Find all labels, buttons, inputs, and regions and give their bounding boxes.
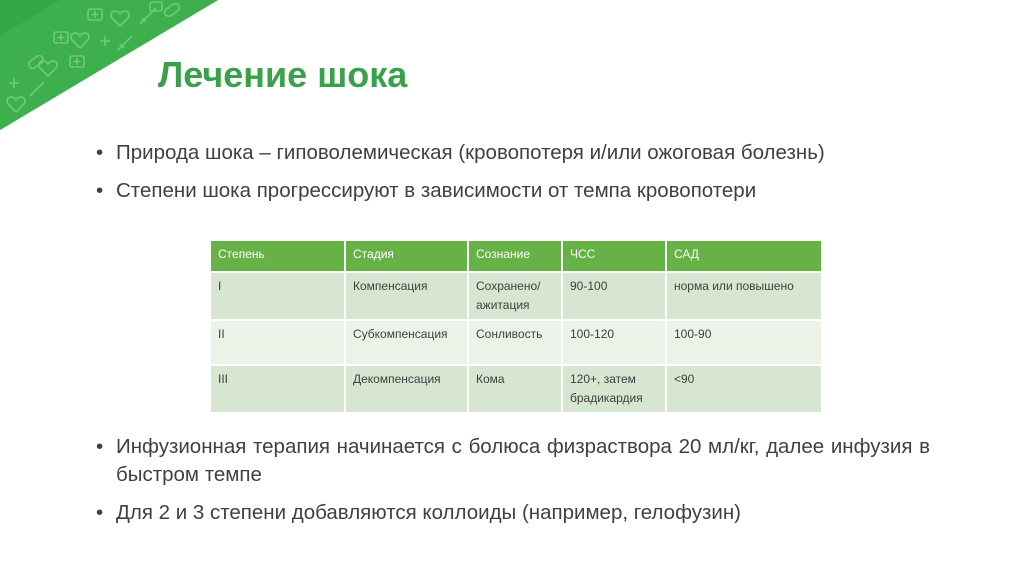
table-row	[210, 272, 822, 320]
table-cell: II	[210, 320, 345, 365]
bullet-list-bottom	[96, 433, 930, 527]
bullet-colloids: • Для 2 и 3 степени добавляются коллоиды (например, гелофузин)	[96, 499, 930, 527]
table-cell: Компенсация	[345, 272, 468, 320]
bullet-list-top	[96, 139, 930, 205]
table-cell: III	[210, 365, 345, 413]
table-cell: 90-100	[562, 272, 666, 320]
header-consciousness: Сознание	[468, 240, 562, 272]
table-cell: Декомпенсация	[345, 365, 468, 413]
bullet-infusion-therapy: • Инфузионная терапия начинается с болюса физраствора 20 мл/кг, далее инфузия в быстром темпе	[96, 433, 930, 489]
bullet-shock-degrees: • Степени шока прогрессируют в зависимости от темпа кровопотери	[96, 177, 930, 205]
shock-degrees-table	[209, 239, 823, 414]
slide-title: Лечение шока	[158, 54, 408, 95]
table-cell: Сохранено/ ажитация	[468, 272, 562, 320]
table-cell: норма или повышено	[666, 272, 822, 320]
header-stage: Стадия	[345, 240, 468, 272]
table-cell: I	[210, 272, 345, 320]
table-cell: Субкомпенсация	[345, 320, 468, 365]
header-heart-rate: ЧСС	[562, 240, 666, 272]
table-cell: 120+, затем брадикардия	[562, 365, 666, 413]
table-cell: 100-90	[666, 320, 822, 365]
table-row	[210, 320, 822, 365]
table-cell: Кома	[468, 365, 562, 413]
table-row	[210, 365, 822, 413]
bullet-shock-nature: • Природа шока – гиповолемическая (кровопотеря и/или ожоговая болезнь)	[96, 139, 930, 167]
table-cell: <90	[666, 365, 822, 413]
header-degree: Степень	[210, 240, 345, 272]
table-cell: 100-120	[562, 320, 666, 365]
header-systolic-pressure: САД	[666, 240, 822, 272]
table-cell: Сонливость	[468, 320, 562, 365]
table-header-row	[210, 240, 822, 272]
